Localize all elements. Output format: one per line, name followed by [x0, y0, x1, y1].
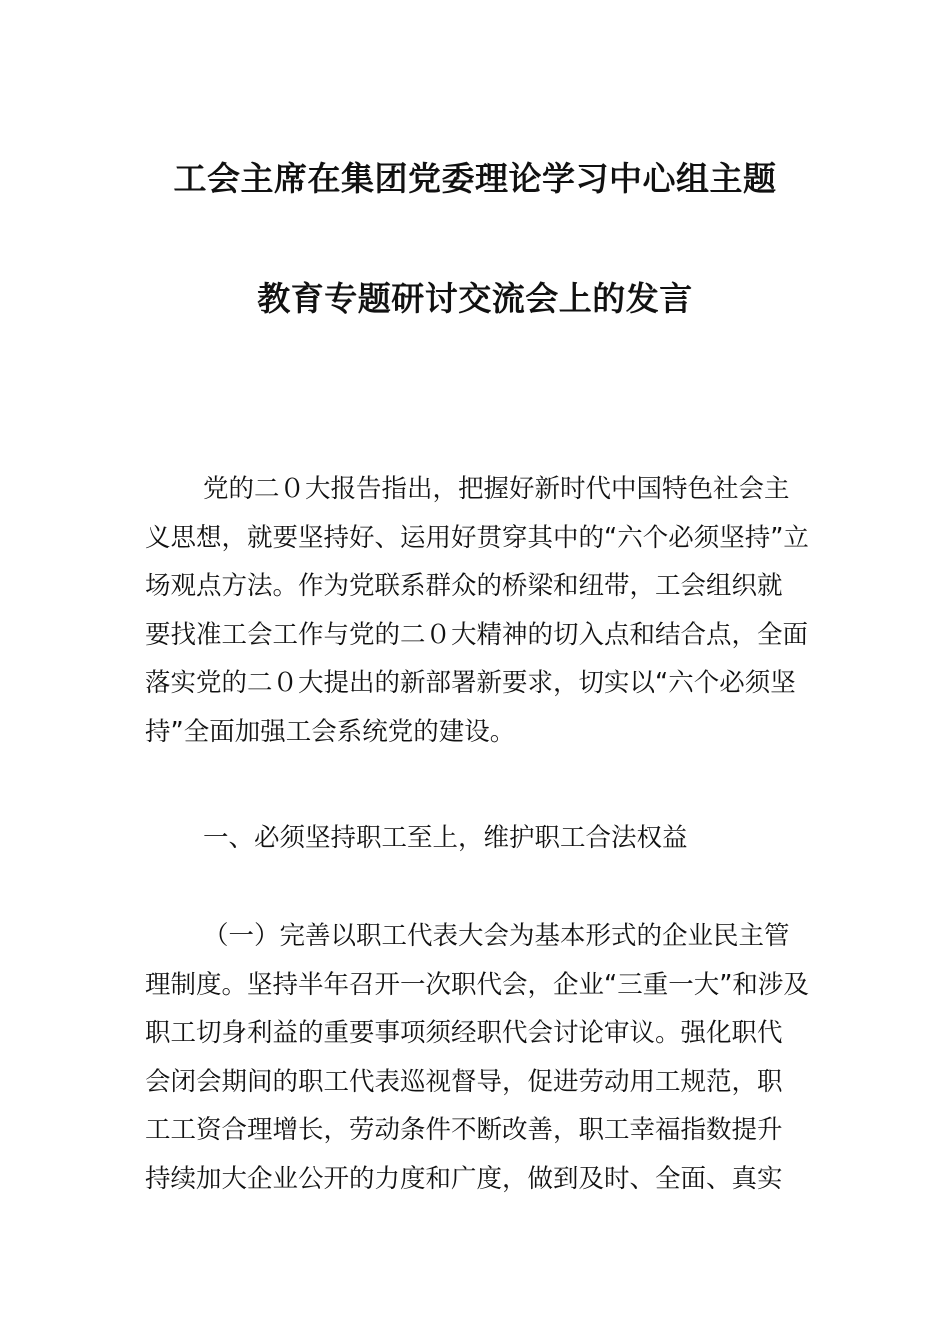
paragraph-line: （一）完善以职工代表大会为基本形式的企业民主管 — [203, 921, 790, 951]
subsection-paragraph — [145, 912, 815, 1203]
intro-paragraph — [145, 465, 815, 756]
section-heading-text: 一、必须坚持职工至上，维护职工合法权益 — [203, 823, 688, 853]
paragraph-line: 工工资合理增长，劳动条件不断改善，职工幸福指数提升 — [145, 1115, 783, 1145]
document-title-line-1: 工会主席在集团党委理论学习中心组主题 — [173, 159, 777, 198]
paragraph-line: 落实党的二０大提出的新部署新要求，切实以“六个必须坚 — [145, 668, 796, 698]
paragraph-line: 场观点方法。作为党联系群众的桥梁和纽带，工会组织就 — [145, 571, 783, 601]
paragraph-line: 会闭会期间的职工代表巡视督导，促进劳动用工规范，职 — [145, 1066, 783, 1097]
paragraph-line: 党的二０大报告指出，把握好新时代中国特色社会主 — [203, 474, 790, 504]
paragraph-line: 理制度。坚持半年召开一次职代会，企业“三重一大”和涉及 — [145, 969, 809, 1000]
document-title-line-2: 教育专题研讨交流会上的发言 — [257, 279, 693, 318]
paragraph-line: 要找准工会工作与党的二０大精神的切入点和结合点，全面 — [145, 619, 809, 650]
paragraph-line: 持”全面加强工会系统党的建设。 — [145, 716, 516, 747]
paragraph-line: 职工切身利益的重要事项须经职代会讨论审议。强化职代 — [145, 1018, 783, 1048]
paragraph-line: 持续加大企业公开的力度和广度，做到及时、全面、真实 — [145, 1163, 783, 1194]
section-heading — [145, 814, 815, 863]
paragraph-line: 义思想，就要坚持好、运用好贯穿其中的“六个必须坚持”立 — [145, 522, 809, 553]
